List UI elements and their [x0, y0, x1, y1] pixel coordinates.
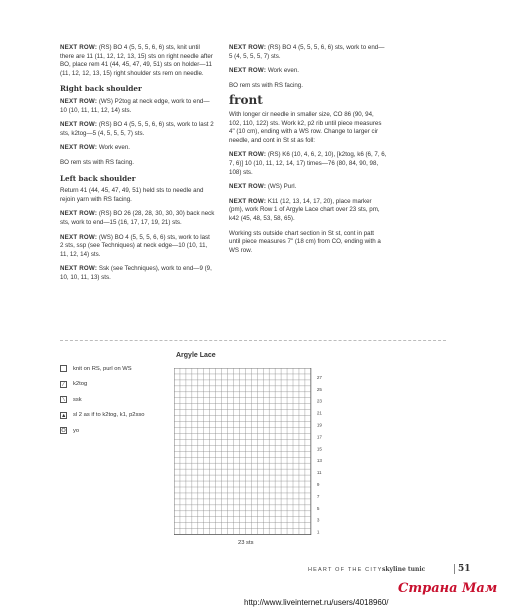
instruction-paragraph [229, 183, 387, 192]
legend-label: knit on RS, purl on WS [73, 365, 132, 372]
subheading: Right back shoulder [60, 84, 142, 94]
row-keyword: NEXT ROW: [60, 144, 98, 152]
chart-legend [60, 364, 145, 442]
instruction-paragraph [229, 230, 387, 256]
row-keyword: NEXT ROW: [60, 265, 98, 273]
page-number: 51 [458, 564, 471, 574]
yo-icon: O [61, 428, 66, 434]
instruction-text: Return 41 (44, 45, 47, 49, 51) held sts to needle and rejoin yarn with RS facing. [60, 187, 204, 203]
instruction-text: K11 (12, 13, 14, 17, 20), place marker (pm), work Row 1 of Argyle Lace chart over 23 sts, pm, k42 (45, 48, 53, 58, 65). [229, 197, 380, 222]
legend-label: yo [73, 427, 80, 434]
row-keyword: NEXT ROW: [229, 44, 267, 51]
instruction-paragraph [60, 265, 215, 282]
instruction-text: (RS) BO 4 (5, 5, 5, 6, 6) sts, knit until there are 11 (11, 12, 12, 13, 15) sts on right needle after BO, place rem 41 (44, 45, 47, 49, 51) sts on holder—11 (11, 12, 12, 13, 15) right shoulder sts rem on needle. [60, 44, 213, 77]
row-keyword: NEXT ROW: [60, 121, 98, 129]
legend-item [60, 395, 145, 404]
chart-row-number: 7 [316, 493, 320, 499]
chart-row-number: 11 [316, 470, 322, 476]
instruction-text: (RS) K6 (10, 4, 6, 2, 10), [k2tog, k6 (6, 7, 6, 7, 6)] 10 (10, 11, 12, 14, 17) times—76 (80, 84, 90, 98, 108) sts. [229, 151, 387, 176]
row-keyword: NEXT ROW: [229, 151, 267, 159]
row-keyword: NEXT ROW: [60, 210, 98, 218]
instruction-paragraph [229, 111, 387, 145]
chart-row-number: 15 [316, 446, 322, 452]
k2tog-icon: ⁄ [60, 381, 67, 388]
chart-row-number: 27 [316, 374, 322, 380]
watermark-url: http://www.liveinternet.ru/users/4018960/ [244, 598, 389, 607]
instruction-text: (WS) P2tog at neck edge, work to end—10 (10, 11, 11, 12, 14) sts. [60, 97, 210, 114]
subheading: Left back shoulder [60, 173, 136, 183]
instruction-paragraph [60, 98, 215, 115]
chart-row-number: 3 [316, 517, 320, 523]
instruction-text: With longer cir needle in smaller size, CO 86 (90, 94, 102, 110, 122) sts. Work k2, p2 rib until piece measures 4" (10 cm), ending with a WS row. Change to larger cir needle, and cont in St st as foll: [229, 110, 382, 144]
right-column [229, 44, 387, 261]
legend-item [60, 411, 145, 420]
row-keyword: NEXT ROW: [229, 197, 267, 205]
instruction-paragraph [60, 44, 215, 78]
row-keyword: NEXT ROW: [60, 44, 98, 51]
instruction-paragraph [60, 234, 215, 260]
row-keyword: NEXT ROW: [60, 97, 98, 105]
legend-item [60, 426, 145, 435]
instruction-paragraph [60, 159, 215, 168]
ssk-icon: ⁄ [60, 396, 67, 403]
chart-row-number: 19 [316, 422, 322, 428]
chart-row-number: 1 [316, 529, 320, 535]
row-keyword: NEXT ROW: [60, 233, 98, 241]
chart-row-number: 25 [316, 386, 322, 392]
instruction-text: BO rem sts with RS facing. [60, 158, 134, 166]
instruction-paragraph [229, 151, 387, 177]
instruction-text: BO rem sts with RS facing. [229, 81, 303, 89]
legend-item [60, 380, 145, 389]
instruction-paragraph [229, 82, 387, 91]
instruction-text: (WS) BO 4 (5, 5, 5, 6, 6) sts, work to last 2 sts, ssp (see Techniques) at neck edge—10 (10, 11, 11, 12, 14) sts. [60, 233, 210, 258]
legend-label: ssk [73, 396, 82, 403]
instruction-paragraph [60, 144, 215, 153]
instruction-text: (RS) BO 4 (5, 5, 5, 6, 6) sts, work to end—5 (4, 5, 5, 5, 7) sts. [229, 44, 385, 60]
section-heading: front [229, 93, 263, 108]
instruction-text: Work even. [266, 67, 299, 75]
chart-title: Argyle Lace [176, 352, 216, 359]
left-column [60, 44, 215, 288]
instruction-paragraph [229, 44, 387, 61]
chart-row-number: 21 [316, 410, 322, 416]
row-keyword: NEXT ROW: [229, 67, 267, 75]
section-divider [60, 340, 446, 341]
instruction-text: (RS) BO 26 (28, 28, 30, 30, 30) back neck sts, work to end—15 (16, 17, 17, 19, 21) sts. [60, 210, 215, 226]
instruction-text: Work even. [97, 144, 130, 152]
instruction-text: (WS) Purl. [266, 183, 297, 191]
footer-book-title: HEART OF THE CITY [308, 567, 383, 573]
chart-stitch-count: 23 sts [238, 540, 254, 546]
instruction-paragraph [229, 198, 387, 224]
instruction-text: Working sts outside chart section in St st, cont in patt until piece measures 7" (18 cm) from CO, ending with a WS row. [229, 229, 381, 254]
chart-row-number: 9 [316, 482, 320, 488]
footer-separator [454, 564, 455, 574]
instruction-paragraph [60, 187, 215, 204]
chart-row-number: 13 [316, 458, 322, 464]
chart-row-number: 17 [316, 434, 322, 440]
instruction-text: (RS) BO 4 (5, 5, 5, 6, 6) sts, work to last 2 sts, k2tog—5 (4, 5, 5, 5, 7) sts. [60, 121, 214, 137]
instruction-paragraph [60, 121, 215, 138]
legend-label: sl 2 as if to k2tog, k1, p2sso [73, 412, 145, 418]
instruction-paragraph [229, 67, 387, 76]
chart-row-number: 5 [316, 505, 320, 511]
instruction-text: Ssk (see Techniques), work to end—9 (9, 10, 10, 11, 13) sts. [60, 265, 212, 281]
row-keyword: NEXT ROW: [229, 183, 267, 191]
chart-row-number: 23 [316, 398, 322, 404]
instruction-paragraph [60, 210, 215, 227]
legend-label: k2tog [73, 381, 88, 387]
double-decrease-icon: ▲ [61, 412, 67, 419]
footer-pattern-name: skyline tunic [382, 566, 426, 573]
watermark-logo: Страна Мам [398, 581, 498, 596]
blank-square-icon [60, 365, 67, 372]
legend-item [60, 364, 145, 373]
argyle-lace-chart [174, 368, 334, 540]
